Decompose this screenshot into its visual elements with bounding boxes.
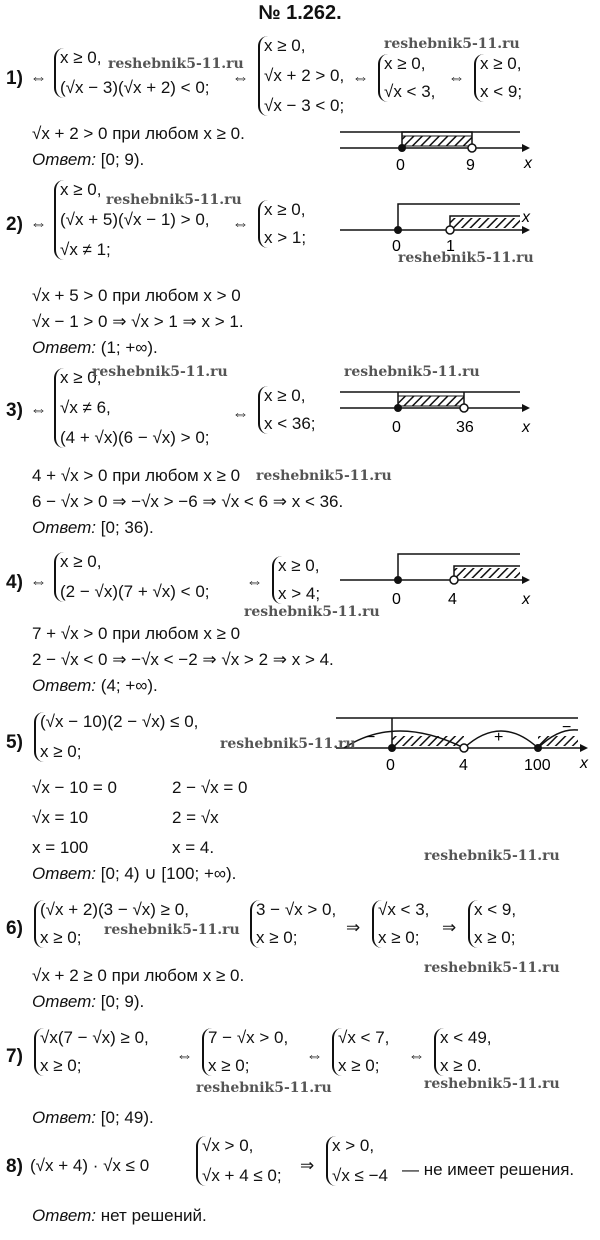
equivalence-arrow: ⇔	[176, 1046, 193, 1065]
system-line: x > 0,	[332, 1136, 375, 1155]
system-3b	[258, 386, 316, 434]
tick-label: 0	[392, 238, 401, 255]
implication-arrow: ⇒	[442, 918, 457, 937]
implication-arrow: ⇒	[300, 1156, 315, 1175]
system-line: (√x − 10)(2 − √x) ≤ 0,	[40, 712, 199, 731]
system-line: x > 4;	[278, 584, 321, 603]
number-line-5	[336, 710, 592, 776]
axis-var: x	[524, 155, 532, 172]
equivalence-arrow: ⇔	[306, 1046, 323, 1065]
system-line: √x − 3 < 0;	[264, 96, 345, 115]
system-line: x ≥ 0;	[338, 1056, 380, 1075]
equivalence-arrow: ⇔	[448, 68, 465, 87]
system-line: (4 + √x)(6 − √x) > 0;	[60, 428, 210, 447]
note: √x + 2 ≥ 0 при любом x ≥ 0.	[32, 966, 245, 985]
answer: Ответ: [0; 9).	[32, 992, 145, 1011]
system-line: x ≥ 0;	[256, 928, 298, 947]
axis-var: x	[580, 755, 588, 772]
system-line: x ≥ 0,	[60, 552, 102, 571]
system-line: √x < 3,	[378, 900, 430, 919]
sign-label: −	[366, 729, 376, 746]
note: — не имеет решения.	[402, 1160, 575, 1179]
equation: x = 100	[32, 838, 89, 857]
answer: Ответ: нет решений.	[32, 1206, 207, 1225]
system-line: 7 − √x > 0,	[208, 1028, 289, 1047]
system-6c	[372, 900, 429, 948]
equivalence-arrow: ⇔	[30, 68, 47, 87]
system-line: x < 49,	[440, 1028, 492, 1047]
system-line: √x < 7,	[338, 1028, 390, 1047]
system-line: x < 9;	[480, 82, 523, 101]
equivalence-arrow: ⇔	[352, 68, 369, 87]
system-line: x ≥ 0;	[40, 742, 82, 761]
inequality: (√x + 4) · √x ≤ 0	[30, 1156, 150, 1175]
equivalence-arrow: ⇔	[232, 404, 249, 423]
system-line: x ≥ 0,	[264, 200, 306, 219]
system-6b	[250, 900, 336, 948]
watermark: reshebnik5-11.ru	[424, 848, 560, 864]
system-line: x > 1;	[264, 228, 307, 247]
tick-label: 1	[446, 238, 455, 255]
sign-label: −	[562, 719, 572, 736]
system-line: √x < 3,	[384, 82, 436, 101]
watermark: reshebnik5-11.ru	[424, 1076, 560, 1092]
number-line-1	[340, 124, 540, 180]
watermark: reshebnik5-11.ru	[398, 250, 534, 266]
system-line: √x ≠ 6,	[60, 398, 111, 417]
system-7d	[434, 1028, 492, 1076]
answer: Ответ: (4; +∞).	[32, 676, 158, 695]
note: 7 + √x > 0 при любом x ≥ 0	[32, 624, 241, 643]
system-line: √x ≠ 1;	[60, 240, 111, 259]
equivalence-arrow: ⇔	[232, 214, 249, 233]
system-line: x ≥ 0;	[474, 928, 516, 947]
tick-label: 0	[392, 591, 401, 608]
system-line: x ≥ 0,	[278, 556, 320, 575]
system-line: (2 − √x)(7 + √x) < 0;	[60, 582, 210, 601]
problem-number: 3)	[6, 400, 23, 421]
system-line: √x + 2 > 0,	[264, 66, 345, 85]
watermark: reshebnik5-11.ru	[104, 922, 240, 938]
tick-label: 36	[456, 419, 474, 436]
system-1d	[474, 54, 522, 102]
note: 6 − √x > 0 ⇒ −√x > −6 ⇒ √x < 6 ⇒ x < 36.	[32, 492, 344, 511]
system-2b	[258, 200, 306, 248]
watermark: reshebnik5-11.ru	[256, 468, 392, 484]
system-line: x ≥ 0.	[440, 1056, 482, 1075]
watermark: reshebnik5-11.ru	[108, 56, 244, 72]
number-line-3	[340, 384, 540, 444]
note: √x + 2 > 0 при любом x ≥ 0.	[32, 124, 245, 143]
system-6d	[468, 900, 516, 948]
answer: Ответ: [0; 9).	[32, 150, 145, 169]
system-3a	[54, 368, 210, 448]
equation: 2 = √x	[172, 808, 219, 827]
tick-label: 0	[386, 757, 395, 774]
system-line: x ≥ 0;	[40, 928, 82, 947]
system-line: x < 36;	[264, 414, 316, 433]
problem-number: 7)	[6, 1046, 23, 1067]
system-line: √x(7 − √x) ≥ 0,	[40, 1028, 149, 1047]
note: 4 + √x > 0 при любом x ≥ 0	[32, 466, 241, 485]
note: √x + 5 > 0 при любом x > 0	[32, 286, 241, 305]
number-line-4	[340, 548, 540, 612]
tick-label: 4	[448, 591, 457, 608]
equation: 2 − √x = 0	[172, 778, 248, 797]
axis-var: x	[522, 419, 530, 436]
system-line: x ≥ 0,	[264, 36, 306, 55]
problem-number: 6)	[6, 918, 23, 939]
problem-number: 8)	[6, 1156, 23, 1177]
problem-number: 4)	[6, 572, 23, 593]
system-line: √x ≤ −4	[332, 1166, 388, 1185]
system-4b	[272, 556, 320, 604]
equation: x = 4.	[172, 838, 215, 857]
tick-label: 0	[396, 157, 405, 174]
system-4a	[54, 552, 210, 602]
page-title: № 1.262.	[258, 2, 342, 24]
answer: Ответ: [0; 4) ∪ [100; +∞).	[32, 864, 237, 883]
tick-label: 0	[392, 419, 401, 436]
watermark: reshebnik5-11.ru	[344, 364, 480, 380]
system-line: x ≥ 0;	[40, 1056, 82, 1075]
system-line: (√x + 2)(3 − √x) ≥ 0,	[40, 900, 189, 919]
tick-label: 9	[466, 157, 475, 174]
system-line: x ≥ 0,	[60, 180, 102, 199]
answer: Ответ: [0; 49).	[32, 1108, 154, 1127]
answer: Ответ: [0; 36).	[32, 518, 154, 537]
system-8b	[326, 1136, 388, 1186]
problem-number: 2)	[6, 214, 23, 235]
equivalence-arrow: ⇔	[408, 1046, 425, 1065]
tick-label: 4	[459, 757, 468, 774]
problem-number: 5)	[6, 732, 23, 753]
answer: Ответ: (1; +∞).	[32, 338, 158, 357]
equivalence-arrow: ⇔	[232, 68, 249, 87]
watermark: reshebnik5-11.ru	[244, 604, 380, 620]
system-line: (√x − 3)(√x + 2) < 0;	[60, 78, 210, 97]
implication-arrow: ⇒	[346, 918, 361, 937]
system-8a	[196, 1136, 282, 1186]
equation: √x = 10	[32, 808, 89, 827]
problem-number: 1)	[6, 68, 23, 89]
system-line: x < 9,	[474, 900, 517, 919]
axis-var: x	[522, 209, 530, 226]
tick-label: 100	[524, 757, 551, 774]
system-line: x ≥ 0,	[480, 54, 522, 73]
system-line: x ≥ 0;	[208, 1056, 250, 1075]
number-line-2	[340, 196, 540, 256]
system-1b	[258, 36, 344, 116]
system-line: x ≥ 0,	[264, 386, 306, 405]
system-line: √x > 0,	[202, 1136, 254, 1155]
watermark: reshebnik5-11.ru	[196, 1080, 332, 1096]
watermark: reshebnik5-11.ru	[424, 960, 560, 976]
system-line: (√x + 5)(√x − 1) > 0,	[60, 210, 210, 229]
system-1c	[378, 54, 435, 102]
note: 2 − √x < 0 ⇒ −√x < −2 ⇒ √x > 2 ⇒ x > 4.	[32, 650, 334, 669]
watermark: reshebnik5-11.ru	[220, 736, 356, 752]
system-7a	[34, 1028, 149, 1076]
equivalence-arrow: ⇔	[30, 400, 47, 419]
system-line: x ≥ 0,	[384, 54, 426, 73]
equivalence-arrow: ⇔	[30, 214, 47, 233]
equivalence-arrow: ⇔	[30, 572, 47, 591]
system-line: 3 − √x > 0,	[256, 900, 337, 919]
watermark: reshebnik5-11.ru	[384, 36, 520, 52]
system-line: √x + 4 ≤ 0;	[202, 1166, 282, 1185]
sign-label: +	[494, 729, 504, 746]
watermark: reshebnik5-11.ru	[92, 364, 228, 380]
system-5a	[34, 712, 198, 762]
system-7c	[332, 1028, 389, 1076]
system-line: x ≥ 0,	[60, 48, 102, 67]
system-7b	[202, 1028, 288, 1076]
system-line: x ≥ 0;	[378, 928, 420, 947]
equation: √x − 10 = 0	[32, 778, 117, 797]
system-line: x ≥ 0,	[60, 368, 102, 387]
equivalence-arrow: ⇔	[246, 572, 263, 591]
note: √x − 1 > 0 ⇒ √x > 1 ⇒ x > 1.	[32, 312, 244, 331]
axis-var: x	[522, 591, 530, 608]
watermark: reshebnik5-11.ru	[106, 192, 242, 208]
